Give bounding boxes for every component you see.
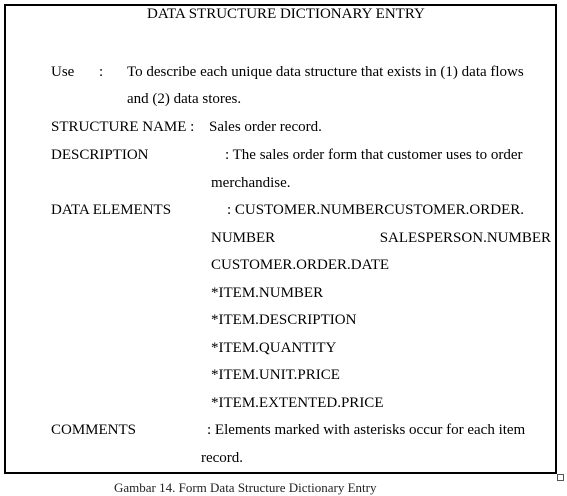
data-element-order-date: CUSTOMER.ORDER.DATE [211,257,390,273]
use-label: Use [51,64,75,80]
data-elements-line1: : CUSTOMER.NUMBERCUSTOMER.ORDER. [227,202,524,218]
use-colon: : [99,64,104,80]
table-resize-handle[interactable] [557,474,564,481]
use-text-line2: and (2) data stores. [127,91,242,107]
data-element-item: *ITEM.QUANTITY [211,340,337,356]
description-line1: : The sales order form that customer uses to order [225,147,523,163]
data-element-item: *ITEM.UNIT.PRICE [211,367,340,383]
data-element-order-number: NUMBER [211,230,276,246]
data-element-item: *ITEM.DESCRIPTION [211,312,357,328]
use-text-line1: To describe each unique data structure that exists in (1) data flows [127,64,524,80]
data-elements-label: DATA ELEMENTS [51,202,172,218]
structure-name-value: Sales order record. [209,119,322,135]
data-element-salesperson-number: SALESPERSON.NUMBER [379,230,551,246]
comments-label: COMMENTS [51,422,137,438]
data-element-item: *ITEM.NUMBER [211,285,324,301]
description-label: DESCRIPTION [51,147,149,163]
figure-caption: Gambar 14. Form Data Structure Dictionary Entry [114,480,377,495]
comments-line2: record. [201,450,244,466]
entry-title: DATA STRUCTURE DICTIONARY ENTRY [147,6,425,22]
description-line2: merchandise. [211,175,291,191]
data-element-item: *ITEM.EXTENTED.PRICE [211,395,384,411]
data-elements-line2 [211,228,551,248]
structure-name-label: STRUCTURE NAME : [51,119,195,135]
comments-line1: : Elements marked with asterisks occur for each item [207,422,526,438]
